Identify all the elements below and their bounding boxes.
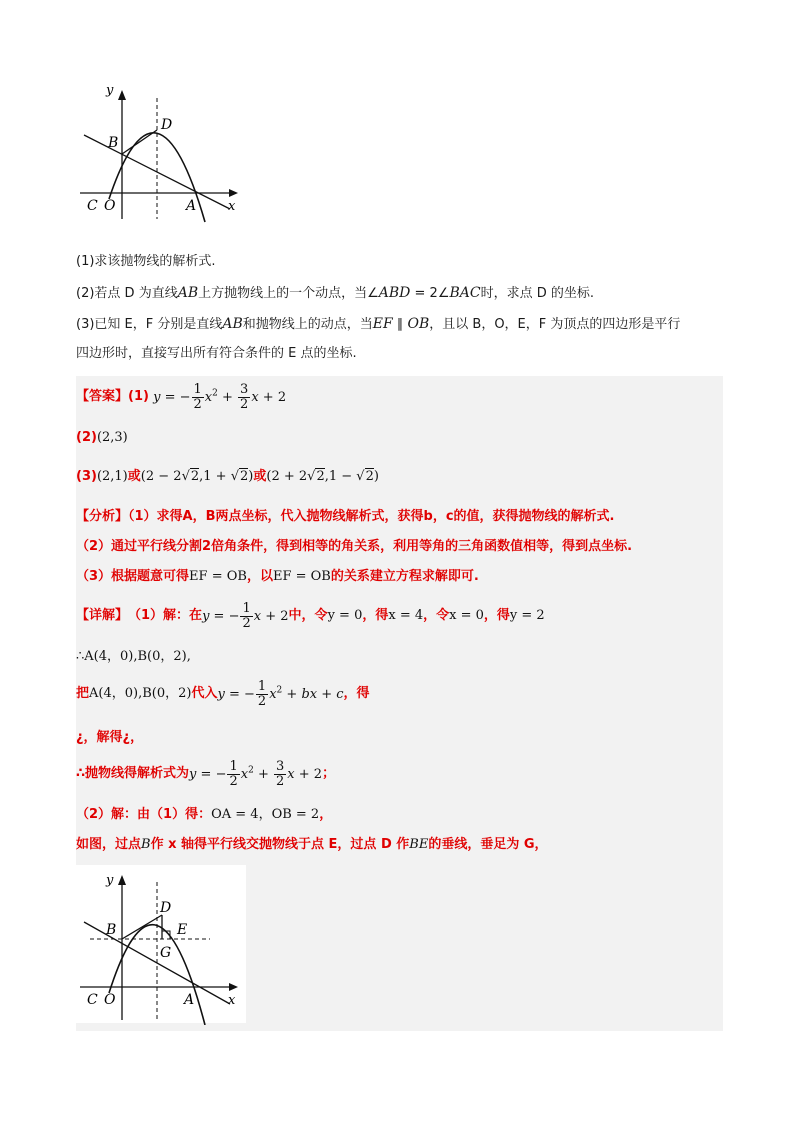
v3-sqrt-2: 2: [365, 469, 374, 484]
analysis-text-1: （1）求得A，B两点坐标，代入抛物线解析式，获得b，c的值，获得抛物线的解析式.: [128, 509, 615, 524]
detail-1b: 中，令: [288, 608, 328, 623]
label-o-2: O: [104, 992, 116, 1008]
detail-line-2: [76, 647, 191, 667]
answer-part-1-label: (1): [128, 389, 149, 404]
q3-ef: EF: [372, 316, 393, 332]
detail-y2: y = 2: [509, 608, 545, 623]
detail-1d: ，令: [423, 608, 450, 623]
analysis-line-2: [76, 537, 632, 557]
label-c-2: C: [87, 992, 98, 1008]
answer-tag: 【答案】: [76, 389, 129, 404]
answer-part-3-label: (3): [76, 469, 97, 484]
label-x: x: [228, 199, 236, 214]
answer-3-value-3: (2 + 2√2,1 − √2): [266, 469, 379, 484]
analysis-eq-2: EF = OB: [272, 569, 331, 584]
q2-part-c: = 2∠: [410, 286, 450, 301]
analysis-text-3c: 的关系建立方程求解即可.: [330, 569, 479, 584]
q3-ob: OB: [407, 316, 430, 332]
detail-1c: ，得: [362, 608, 389, 623]
q2-ab: AB: [177, 285, 199, 301]
analysis-tag: 【分析】: [76, 509, 129, 524]
q3-line2-text: 四边形时，直接写出所有符合条件的 E 点的坐标.: [76, 346, 357, 361]
answer-line-2: [76, 428, 128, 448]
analysis-line-3: [76, 567, 479, 587]
detail-x4: x = 4: [388, 608, 424, 623]
v3-c: ): [373, 469, 379, 484]
segment-bd-2: [122, 915, 162, 939]
answer-3-value-2: (2 − 2√2,1 + √2): [140, 469, 254, 484]
q3-part-c: ，且以 B，O，E，F 为顶点的四边形是平行: [429, 317, 681, 332]
question-3-line-2: [76, 344, 357, 364]
detail-points-ab: ∴A(4，0),B(0，2),: [76, 649, 191, 664]
v3-sqrt-1: 2: [316, 469, 325, 484]
v2-b: ,1 +: [199, 469, 231, 484]
label-a: A: [186, 198, 197, 214]
q2-part-b: 上方抛物线上的一个动点，当∠: [198, 286, 379, 301]
label-o: O: [104, 198, 116, 214]
label-b-2: B: [106, 922, 117, 938]
question-1-text: (1)求该抛物线的解析式.: [76, 254, 216, 269]
v2-sqrt-1: 2: [190, 469, 200, 484]
figure-parabola-1: [76, 84, 246, 224]
analysis-eq-1: EF = OB: [189, 569, 247, 584]
answer-or-1: 或: [127, 469, 141, 484]
detail-5b: ；: [322, 766, 336, 781]
figure-parabola-2: [76, 870, 246, 1025]
q2-part-d: 时，求点 D 的坐标.: [480, 286, 595, 301]
detail-6b: ，: [319, 807, 333, 822]
detail-line-5: [76, 759, 335, 789]
answer-or-2: 或: [253, 469, 267, 484]
detail-7-b: B: [141, 837, 151, 852]
detail-5a: ∴抛物线得解析式为: [76, 766, 190, 781]
question-2: [76, 283, 594, 304]
x-axis-arrow: [229, 189, 238, 197]
label-x-2: x: [228, 993, 236, 1008]
answer-2-value: (2,3): [96, 430, 128, 445]
question-3: [76, 314, 680, 335]
detail-1a: （1）解：在: [128, 608, 203, 623]
detail-4-text: ¿，解得¿，: [76, 730, 144, 745]
label-d: D: [161, 117, 173, 133]
label-y: y: [106, 84, 114, 98]
q2-abd: ABD: [378, 285, 411, 301]
q2-part-a: (2)若点 D 为直线: [76, 286, 178, 301]
detail-3a: 把: [76, 686, 90, 701]
detail-y0: y = 0: [327, 608, 363, 623]
y-axis-arrow-2: [118, 875, 126, 885]
q3-part-a: (3)已知 E，F 分别是直线: [76, 317, 223, 332]
question-1: [76, 252, 216, 272]
q3-part-b: 和抛物线上的动点，当: [242, 317, 373, 332]
label-c: C: [87, 198, 98, 214]
answer-line-1: [76, 382, 286, 412]
detail-7d: 的垂线，垂足为 G，: [428, 837, 548, 852]
detail-line-7: [76, 835, 548, 855]
detail-line-3: [76, 679, 370, 709]
answer-1-formula: y = − $\frac{1}{2}$ $x^2$ + $\frac{3}{2}$ x + 2: [153, 381, 287, 412]
analysis-line-1: [76, 507, 614, 527]
detail-5-formula: y = − $\frac{1}{2}$ $x^2$ + $\frac{3}{2}$ x + 2: [189, 758, 323, 789]
label-b: B: [108, 135, 119, 151]
detail-7a: 如图，过点: [76, 837, 142, 852]
label-d-2: D: [160, 900, 172, 916]
label-y-2: y: [106, 873, 114, 888]
v3-b: ,1 −: [324, 469, 357, 484]
detail-6a: （2）解：由（1）得：: [76, 807, 212, 822]
analysis-text-2: （2）通过平行线分割2倍角条件，得到相等的角关系，利用等角的三角函数值相等，得到点坐标.: [76, 539, 633, 554]
label-g-2: G: [160, 945, 172, 961]
detail-tag: 【详解】: [76, 608, 129, 623]
v2-a: (2 − 2: [140, 469, 182, 484]
answer-line-3: [76, 467, 379, 487]
detail-1e: ，得: [483, 608, 510, 623]
detail-1-line-formula: y = − $\frac{1}{2}$ x + 2: [202, 600, 289, 631]
v2-c: ): [248, 469, 254, 484]
q2-bac: BAC: [449, 285, 481, 301]
detail-line-6: [76, 805, 332, 825]
analysis-text-3b: ，以: [246, 569, 273, 584]
detail-6-eq: OA = 4，OB = 2: [211, 807, 320, 822]
q3-ab: AB: [222, 316, 243, 332]
detail-line-4: [76, 728, 143, 748]
x-axis-arrow-2: [229, 983, 238, 991]
y-axis-arrow: [118, 90, 126, 100]
detail-x0: x = 0: [449, 608, 484, 623]
answer-3-value-1: (2,1): [96, 469, 128, 484]
q3-parallel: ∥: [392, 317, 408, 332]
detail-7-be: BE: [409, 837, 429, 852]
label-e-2: E: [177, 922, 188, 938]
answer-part-2-label: (2): [76, 430, 97, 445]
detail-7c: 作 x 轴得平行线交抛物线于点 E，过点 D 作: [150, 837, 410, 852]
v3-a: (2 + 2: [266, 469, 308, 484]
detail-line-1: [76, 601, 545, 631]
label-a-2: A: [184, 992, 195, 1008]
detail-3c: ，得: [343, 686, 370, 701]
analysis-text-3a: （3）根据题意可得: [76, 569, 190, 584]
detail-3-points: A(4，0),B(0，2): [89, 686, 192, 701]
detail-3-formula: y = − $\frac{1}{2}$ $x^2$ + bx + c: [217, 678, 344, 709]
segment-bd: [122, 130, 157, 154]
v2-sqrt-2: 2: [240, 469, 249, 484]
detail-3b: 代入: [191, 686, 218, 701]
